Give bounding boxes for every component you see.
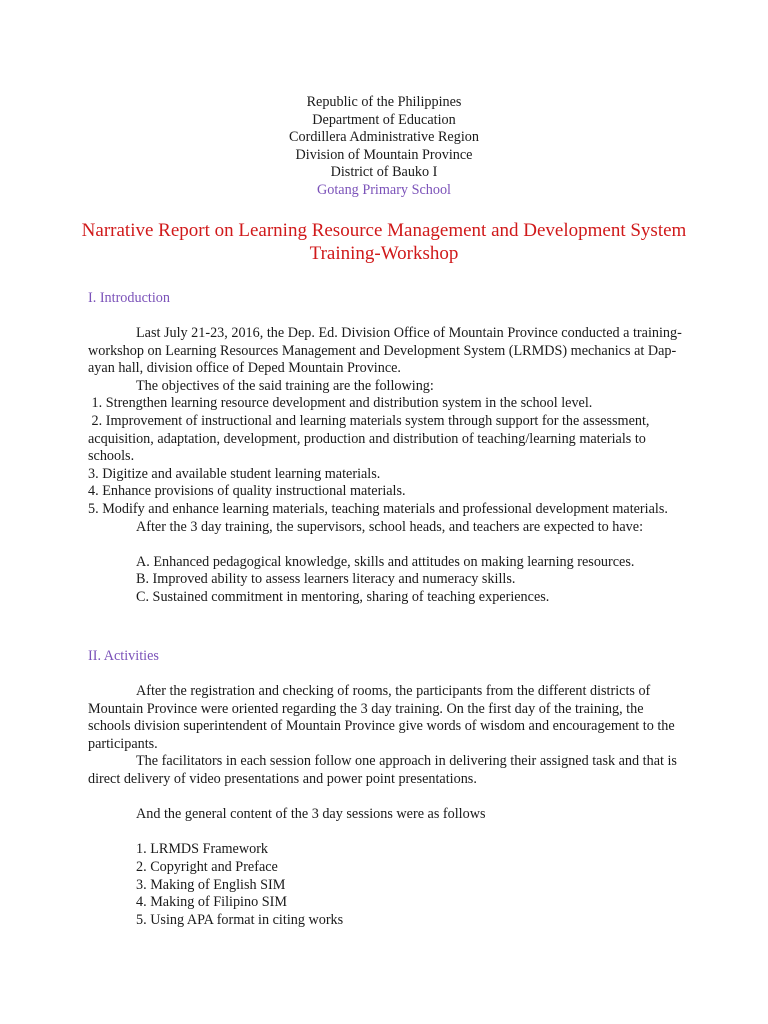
objectives-intro: The objectives of the said training are the following: xyxy=(136,377,434,394)
expectation-item: B. Improved ability to assess learners literacy and numeracy skills. xyxy=(136,571,516,588)
expectation-item: C. Sustained commitment in mentoring, sharing of teaching experiences. xyxy=(136,588,550,605)
report-title: Narrative Report on Learning Resource Management and Development System Training-Workshop xyxy=(81,220,687,264)
blank-line xyxy=(88,824,688,842)
activities-paragraph: The facilitators in each session follow one approach in delivering their assigned task and that is direct delivery of video presentations and power point presentations. xyxy=(88,753,677,787)
blank-line xyxy=(88,536,688,554)
session-item: 3. Making of English SIM xyxy=(136,876,286,893)
session-item: 4. Making of Filipino SIM xyxy=(136,894,287,911)
session-item: 2. Copyright and Preface xyxy=(136,858,278,875)
letterhead-line: Cordillera Administrative Region xyxy=(289,129,479,146)
letterhead xyxy=(0,94,768,200)
activities-body xyxy=(88,683,688,929)
activities-paragraph: After the registration and checking of rooms, the participants from the different districts of Mountain Province were oriented regarding the 3 day training. On the first day of the training, the schools division superintendent of Mountain Province give words of wisdom and encouragement to the participants. xyxy=(88,683,675,752)
objective-item: 5. Modify and enhance learning materials, teaching materials and professional development materials. xyxy=(88,500,668,517)
objective-item: 1. Strengthen learning resource development and distribution system in the school level. xyxy=(88,395,593,412)
blank-line xyxy=(88,789,688,807)
letterhead-line: District of Bauko I xyxy=(330,164,438,181)
objective-item: 3. Digitize and available student learning materials. xyxy=(88,465,381,482)
expectations-intro: After the 3 day training, the supervisors, school heads, and teachers are expected to have: xyxy=(136,518,644,535)
expectation-item: A. Enhanced pedagogical knowledge, skills and attitudes on making learning resources. xyxy=(136,553,635,570)
letterhead-line: Division of Mountain Province xyxy=(295,146,473,163)
section-heading-introduction: I. Introduction xyxy=(88,290,170,306)
introduction-body xyxy=(88,325,688,607)
letterhead-line: Department of Education xyxy=(312,111,456,128)
sessions-intro: And the general content of the 3 day sessions were as follows xyxy=(136,806,486,823)
school-name: Gotang Primary School xyxy=(317,181,451,198)
objective-item: 2. Improvement of instructional and learning materials system through support for the assessment, acquisition, adaptation, development, production and distribution of teaching/learning materials to schools. xyxy=(88,412,654,465)
section-heading-activities: II. Activities xyxy=(88,648,159,664)
session-item: 5. Using APA format in citing works xyxy=(136,911,344,928)
letterhead-line: Republic of the Philippines xyxy=(306,94,462,110)
objective-item: 4. Enhance provisions of quality instructional materials. xyxy=(88,483,406,500)
intro-paragraph: Last July 21-23, 2016, the Dep. Ed. Division Office of Mountain Province conducted a training-workshop on Learning Resources Management and Development System (LRMDS) mechanics at Dap-ayan hall, division office of Deped Mountain Province. xyxy=(88,325,682,377)
session-item: 1. LRMDS Framework xyxy=(136,841,269,858)
